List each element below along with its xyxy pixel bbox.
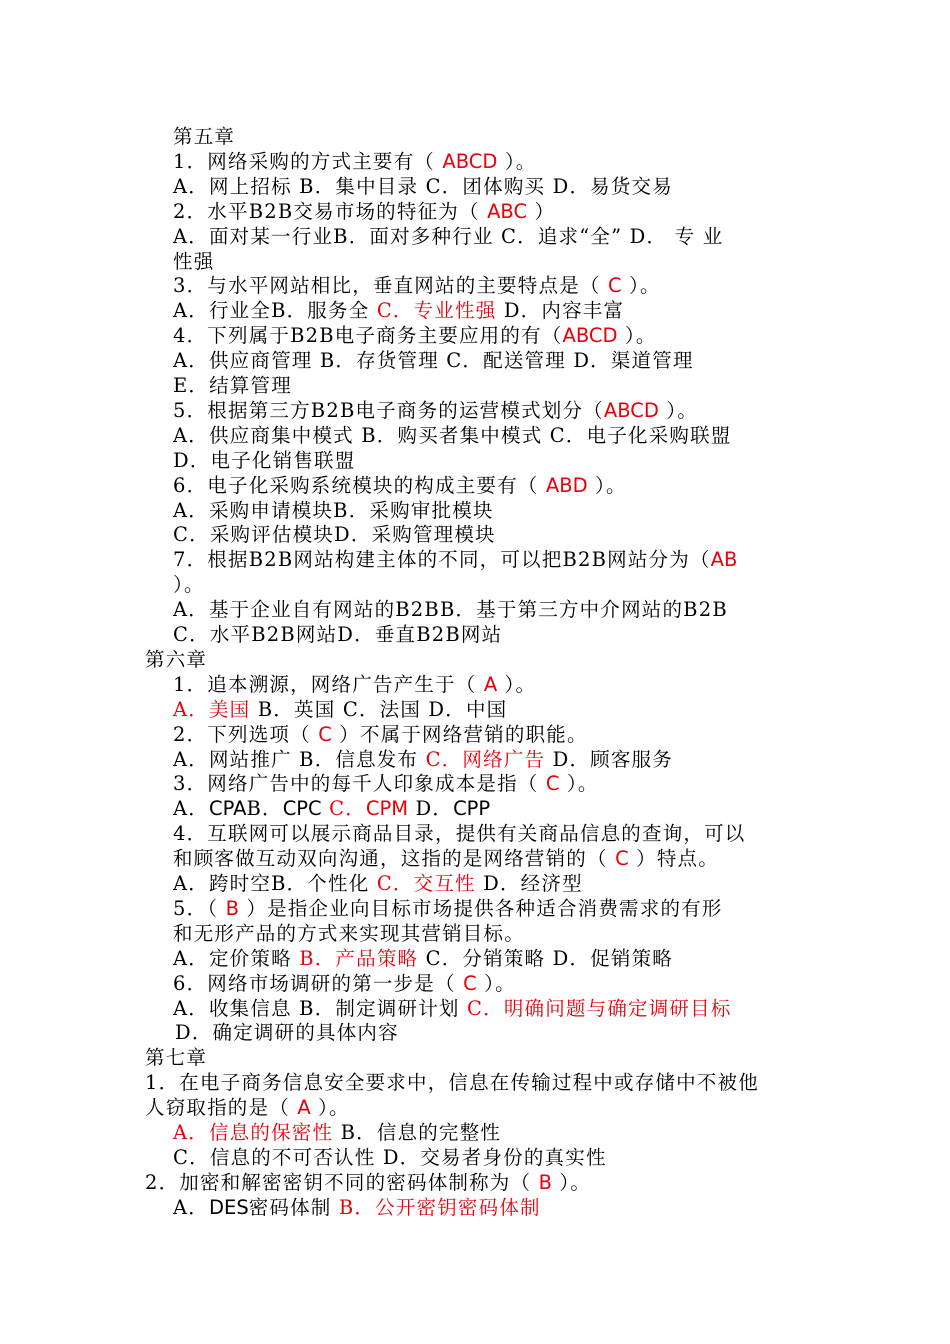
line-text: ）。 (559, 772, 599, 796)
line-text: 2．下列选项（ (173, 722, 319, 746)
line-text: ）。 (621, 274, 661, 298)
answer-text: C．网络广告 (425, 747, 546, 771)
line-text: 6．网络市场调研的第一步是（ (173, 971, 464, 995)
answer-text: A．美国 (173, 697, 251, 721)
line-text: 和顾客做互动双向沟通，这指的是网络营销的（ (173, 847, 616, 871)
text-line (173, 871, 583, 896)
line-text: 性强 (173, 249, 215, 273)
line-text: 人窃取指的是（ (145, 1096, 298, 1120)
line-text: E．结算管理 (173, 374, 292, 397)
text-line (173, 747, 673, 772)
line-text: ）。 (587, 473, 627, 497)
answer-text: C． (329, 797, 366, 821)
text-line (173, 1195, 541, 1220)
text-line (173, 124, 235, 149)
line-text: C．信息的不可否认性 D．交易者身份的真实性 (173, 1145, 607, 1169)
line-text: 6．电子化采购系统模块的构成主要有（ (173, 473, 546, 497)
line-text: ）。 (617, 324, 657, 348)
line-text: A．供应商管理 B．存货管理 C．配送管理 D．渠道管理 (173, 349, 694, 373)
text-line (173, 722, 588, 747)
line-text: B．英国 C．法国 D．中国 (250, 697, 508, 721)
line-text: ）不属于网络营销的职能。 (331, 722, 588, 746)
line-text: D． (408, 797, 454, 821)
line-text: A．网上招标 B．集中目录 C．团体购买 D．易货交易 (173, 174, 673, 198)
line-text: 1．网络采购的方式主要有（ (173, 149, 443, 173)
line-text: A．供应商集中模式 B．购买者集中模式 C．电子化采购联盟 (173, 423, 732, 447)
text-line (173, 846, 719, 871)
answer-text: A (297, 1096, 311, 1120)
answer-text: B (225, 896, 240, 920)
line-text: A． (173, 797, 209, 821)
line-text: ）。 (173, 573, 205, 597)
text-line (173, 1145, 607, 1170)
answer-text: A (483, 672, 498, 696)
text-line (173, 547, 737, 572)
line-text: ）。 (476, 971, 516, 995)
line-text: C．分销策略 D．促销策略 (418, 946, 673, 970)
text-line (173, 149, 536, 174)
text-line (173, 448, 355, 473)
text-line (173, 672, 536, 697)
text-line (173, 423, 732, 448)
answer-text: AB (710, 548, 738, 572)
line-text: B．信息的完整性 (333, 1121, 502, 1144)
text-line (173, 398, 698, 423)
line-text: A．定价策略 (173, 946, 300, 970)
text-line (145, 1170, 591, 1195)
text-line (173, 572, 205, 597)
line-text: ）。 (310, 1096, 350, 1120)
text-line (173, 473, 627, 498)
line-text: A．行业全B．服务全 (173, 299, 377, 323)
answer-text: C (615, 847, 629, 871)
line-text: 第七章 (145, 1046, 208, 1070)
text-line (173, 273, 661, 298)
answer-text: ABCD (442, 149, 498, 173)
text-line (145, 1045, 207, 1070)
text-line (173, 946, 673, 971)
answer-text: C．专业性强 (376, 299, 497, 323)
line-text: C．水平B2B网站D．垂直B2B网站 (173, 623, 503, 646)
text-line (173, 1120, 501, 1145)
text-line (173, 498, 494, 523)
line-text: D．内容丰富 (496, 299, 625, 323)
text-line (173, 821, 746, 846)
line-text (322, 797, 329, 820)
text-line (173, 971, 516, 996)
answer-text: A．信息的保密性 (173, 1121, 334, 1144)
line-text: A．收集信息 B．制定调研计划 (173, 996, 468, 1020)
text-line (173, 199, 555, 224)
text-line (173, 996, 732, 1021)
answer-text: ABD (545, 473, 588, 497)
line-text: ）。 (658, 398, 698, 422)
line-text: 第五章 (173, 125, 236, 148)
answer-text: ABCD (562, 324, 618, 348)
text-line (173, 249, 214, 274)
text-line (173, 771, 599, 796)
line-text: CPA (208, 797, 247, 821)
line-text: 1．追本溯源，网络广告产生于（ (173, 672, 484, 696)
text-line (173, 597, 728, 622)
line-text: D．确定调研的具体内容 (175, 1021, 399, 1045)
text-line (145, 1095, 350, 1120)
line-text: D．电子化销售联盟 (173, 448, 356, 472)
line-text: CPP (453, 797, 491, 821)
text-line (173, 298, 624, 323)
line-text: A．采购申请模块B．采购审批模块 (173, 498, 494, 522)
text-line (173, 921, 525, 946)
text-line (173, 373, 292, 398)
line-text: 7．根据B2B网站构建主体的不同，可以把B2B网站分为（ (173, 548, 711, 572)
line-text: 1．在电子商务信息安全要求中，信息在传输过程中或存储中不被他 (145, 1071, 759, 1095)
line-text: ）。 (552, 1170, 592, 1194)
line-text: 密码体制 (248, 1195, 339, 1219)
line-text: DES (208, 1195, 249, 1219)
answer-text: B (538, 1170, 552, 1194)
line-text: A．跨时空B．个性化 (173, 872, 377, 895)
text-line (173, 896, 723, 921)
answer-text: CPM (365, 797, 409, 821)
answer-text: C (318, 722, 332, 746)
answer-text: C．交互性 (376, 872, 476, 895)
line-text: ）。 (497, 149, 537, 173)
text-line (173, 796, 490, 821)
line-text: 4．下列属于B2B电子商务主要应用的有（ (173, 324, 563, 348)
text-line (173, 348, 694, 373)
line-text: A． (173, 1195, 209, 1219)
line-text: A．面对某一行业B．面对多种行业 C．追求“全” D． 专 业 (173, 224, 724, 248)
answer-text: C (463, 971, 477, 995)
answer-text: ABCD (603, 398, 659, 422)
line-text: D．经济型 (475, 872, 583, 895)
line-text: 和无形产品的方式来实现其营销目标。 (173, 921, 525, 945)
answer-text: ABC (487, 199, 528, 223)
line-text: 5．根据第三方B2B电子商务的运营模式划分（ (173, 398, 604, 422)
line-text: 4．互联网可以展示商品目录，提供有关商品信息的查询，可以 (173, 822, 746, 846)
text-line (173, 697, 507, 722)
line-text: 3．与水平网站相比，垂直网站的主要特点是（ (173, 274, 609, 298)
line-text: CPC (282, 797, 322, 821)
line-text: 第六章 (145, 647, 208, 671)
line-text: 3．网络广告中的每千人印象成本是指（ (173, 772, 546, 796)
line-text: B． (246, 797, 283, 821)
answer-text: C (545, 772, 560, 796)
line-text: ） (527, 199, 556, 223)
line-text: 5．（ (173, 896, 226, 920)
line-text: A．网站推广 B．信息发布 (173, 747, 426, 771)
answer-text: C (608, 274, 622, 298)
line-text: C．采购评估模块D．采购管理模块 (173, 523, 496, 547)
line-text: D．顾客服务 (545, 747, 673, 771)
line-text: 2．水平B2B交易市场的特征为（ (173, 199, 488, 223)
line-text: ）。 (497, 672, 537, 696)
text-line (173, 622, 502, 647)
text-line (173, 522, 496, 547)
text-line (173, 224, 723, 249)
answer-text: B．产品策略 (299, 946, 419, 970)
line-text: A．基于企业自有网站的B2BB．基于第三方中介网站的B2B (173, 598, 728, 622)
line-text: 2．加密和解密密钥不同的密码体制称为（ (145, 1170, 539, 1194)
text-line (173, 174, 673, 199)
line-text: ）特点。 (628, 847, 719, 871)
text-line (173, 323, 657, 348)
text-line (145, 647, 207, 672)
line-text: ）是指企业向目标市场提供各种适合消费需求的有形 (239, 896, 723, 920)
answer-text: B．公开密钥密码体制 (338, 1195, 541, 1219)
text-line (145, 1070, 759, 1095)
answer-text: C．明确问题与确定调研目标 (467, 996, 732, 1020)
text-line (175, 1020, 399, 1045)
